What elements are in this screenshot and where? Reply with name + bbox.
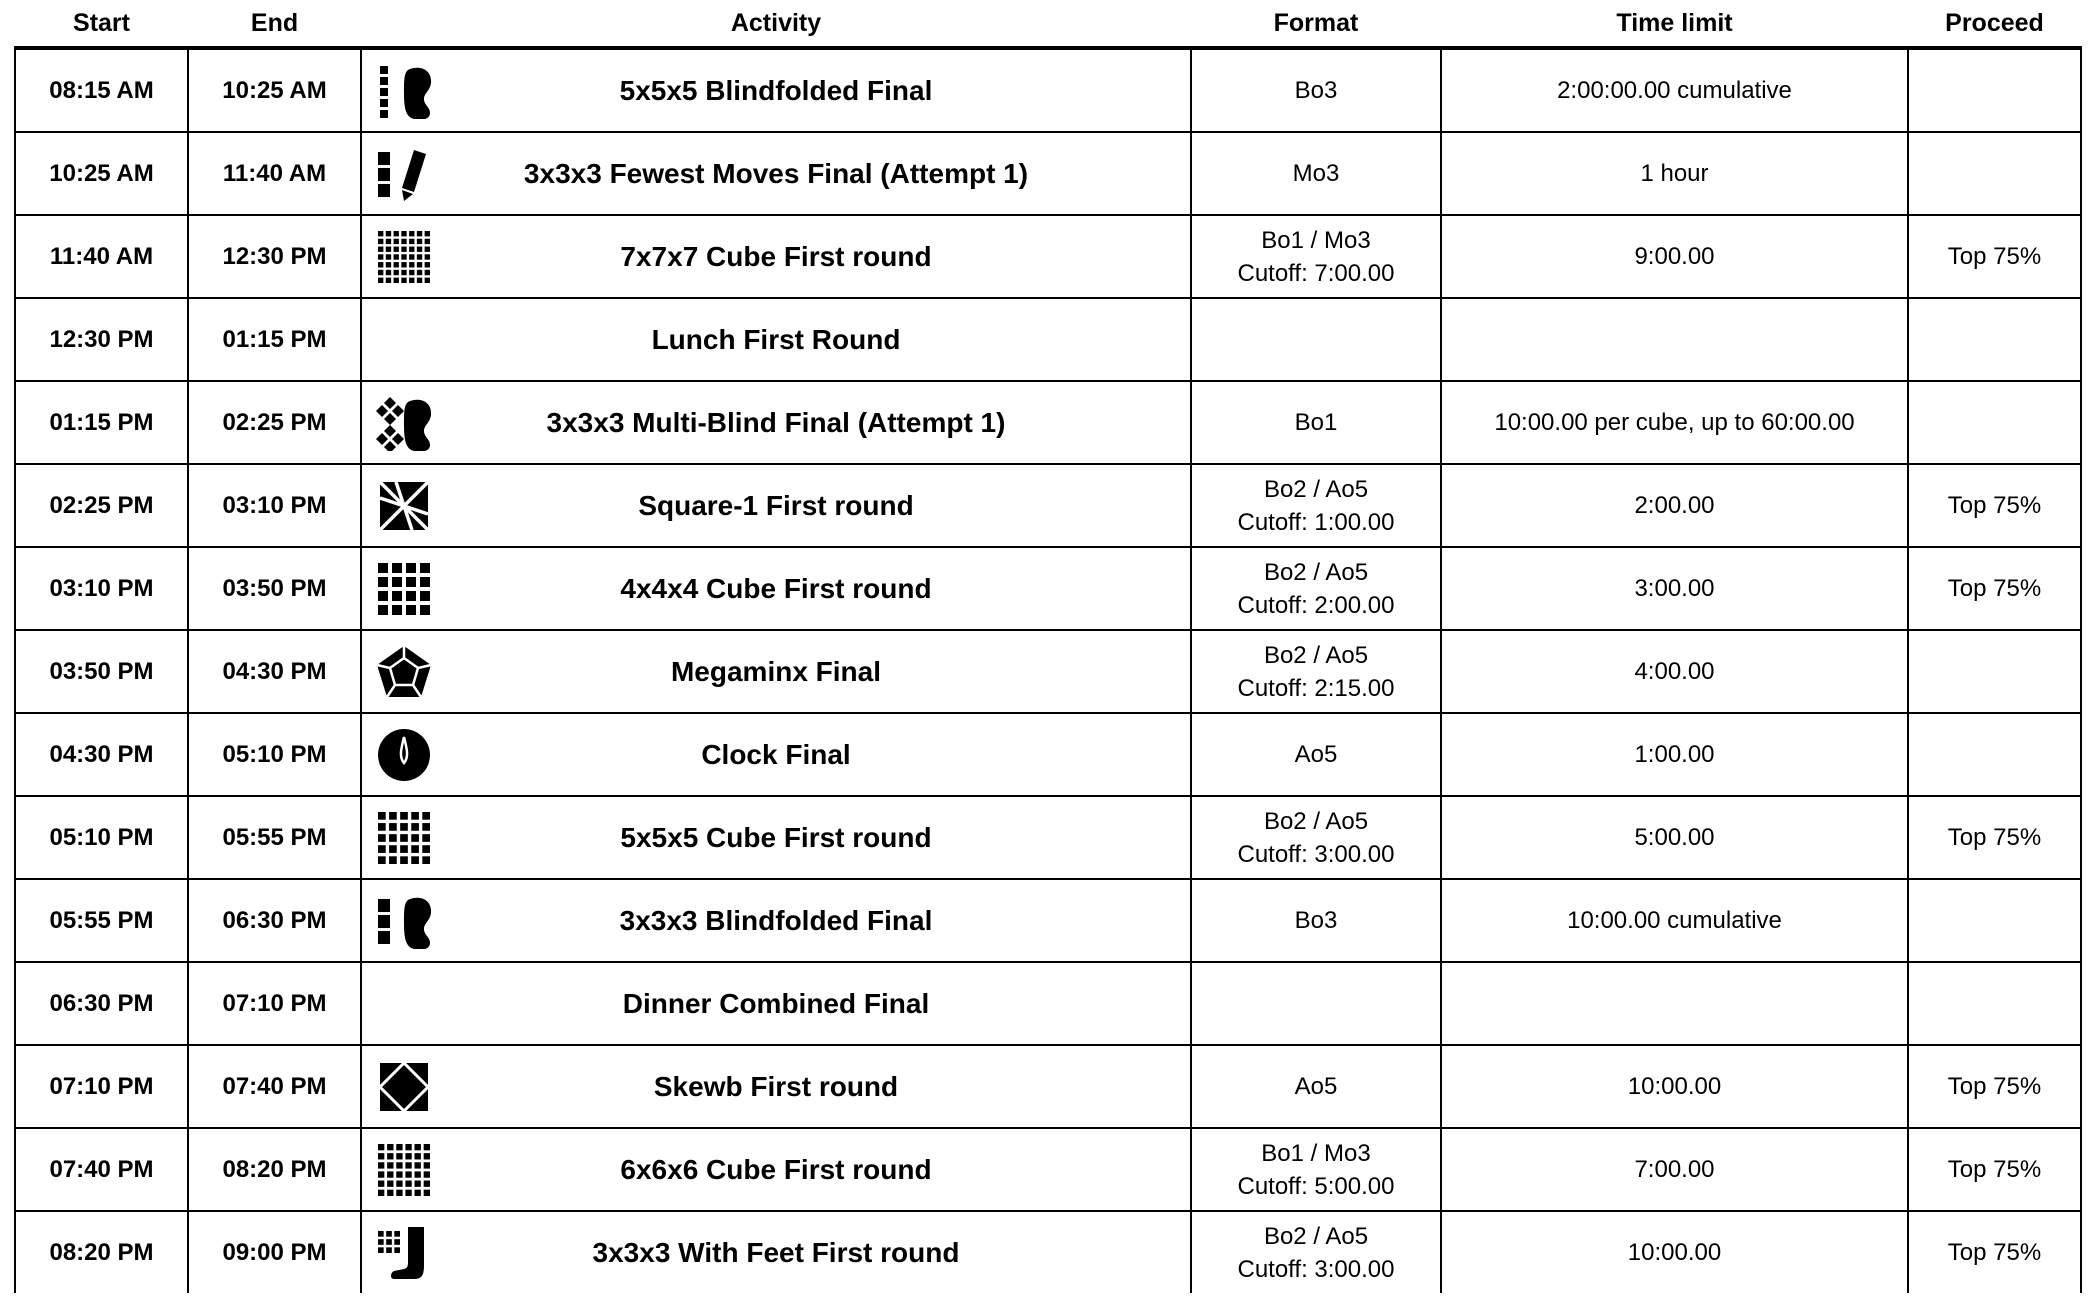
table-row [15,464,2081,547]
table-row [15,215,2081,298]
format-value: Bo2 / Ao5 [1263,558,1369,586]
time-limit-cell: 9:00.00 [1441,215,1908,298]
clock-icon [374,727,434,783]
activity-name: 5x5x5 Blindfolded Final [619,75,933,106]
activity-cell [361,713,1191,796]
time-limit-cell: 2:00:00.00 cumulative [1441,48,1908,132]
multi-blind-icon [374,395,434,451]
activity-name: Megaminx Final [670,656,882,687]
column-header-time-limit: Time limit [1441,0,1908,48]
proceed-cell [1908,630,2081,713]
proceed-cell: Top 75% [1908,1211,2081,1293]
activity-cell [361,962,1191,1045]
end-time: 01:15 PM [188,298,361,381]
column-header-format: Format [1191,0,1441,48]
table-row [15,630,2081,713]
5x5-cube-icon [374,810,434,866]
activity-name: 3x3x3 Blindfolded Final [619,905,933,936]
time-limit-cell [1441,962,1908,1045]
activity-cell [361,381,1191,464]
start-time: 06:30 PM [15,962,188,1045]
cutoff-value: Cutoff: 3:00.00 [1237,1255,1395,1283]
cutoff-value: Cutoff: 5:00.00 [1237,1172,1395,1200]
table-row [15,1211,2081,1293]
end-time: 11:40 AM [188,132,361,215]
schedule-table [14,0,2082,1293]
time-limit-cell: 1:00.00 [1441,713,1908,796]
time-limit-cell: 2:00.00 [1441,464,1908,547]
time-limit-cell: 7:00.00 [1441,1128,1908,1211]
table-body [15,48,2081,1293]
time-limit-cell: 4:00.00 [1441,630,1908,713]
format-cell [1191,1045,1441,1128]
proceed-cell [1908,298,2081,381]
end-time: 10:25 AM [188,48,361,132]
end-time: 07:40 PM [188,1045,361,1128]
6x6-cube-icon [374,1142,434,1198]
3x3-blindfolded-icon [374,893,434,949]
start-time: 03:50 PM [15,630,188,713]
format-cell [1191,381,1441,464]
activity-name: 3x3x3 Multi-Blind Final (Attempt 1) [546,407,1006,438]
activity-name: Skewb First round [653,1071,899,1102]
table-row [15,298,2081,381]
start-time: 01:15 PM [15,381,188,464]
end-time: 05:55 PM [188,796,361,879]
proceed-cell: Top 75% [1908,796,2081,879]
format-cell [1191,215,1441,298]
activity-cell [361,132,1191,215]
activity-cell [361,796,1191,879]
activity-name: 5x5x5 Cube First round [620,822,932,853]
end-time: 03:50 PM [188,547,361,630]
format-cell [1191,879,1441,962]
format-cell [1191,464,1441,547]
proceed-cell [1908,713,2081,796]
time-limit-cell [1441,298,1908,381]
table-row [15,547,2081,630]
with-feet-icon [374,1225,434,1281]
cutoff-value: Cutoff: 7:00.00 [1237,259,1395,287]
activity-cell [361,48,1191,132]
format-cell [1191,1211,1441,1293]
activity-name: 3x3x3 Fewest Moves Final (Attempt 1) [523,158,1029,189]
end-time: 07:10 PM [188,962,361,1045]
5x5-blindfolded-icon [374,63,434,119]
table-row [15,1128,2081,1211]
format-cell [1191,962,1441,1045]
column-header-activity: Activity [361,0,1191,48]
proceed-cell: Top 75% [1908,464,2081,547]
end-time: 02:25 PM [188,381,361,464]
activity-name: 6x6x6 Cube First round [620,1154,932,1185]
format-cell [1191,547,1441,630]
start-time: 10:25 AM [15,132,188,215]
cutoff-value: Cutoff: 1:00.00 [1237,508,1395,536]
proceed-cell: Top 75% [1908,1045,2081,1128]
cutoff-value: Cutoff: 2:00.00 [1237,591,1395,619]
format-cell [1191,298,1441,381]
end-time: 03:10 PM [188,464,361,547]
activity-cell [361,1128,1191,1211]
header-row [15,0,2081,48]
start-time: 05:55 PM [15,879,188,962]
start-time: 07:40 PM [15,1128,188,1211]
table-row [15,381,2081,464]
start-time: 12:30 PM [15,298,188,381]
time-limit-cell: 10:00.00 cumulative [1441,879,1908,962]
format-value: Bo1 [1294,409,1338,436]
proceed-cell: Top 75% [1908,547,2081,630]
column-header-start: Start [15,0,188,48]
proceed-cell [1908,879,2081,962]
start-time: 05:10 PM [15,796,188,879]
skewb-icon [374,1059,434,1115]
end-time: 06:30 PM [188,879,361,962]
activity-cell [361,547,1191,630]
time-limit-cell: 10:00.00 [1441,1045,1908,1128]
activity-name: 7x7x7 Cube First round [620,241,932,272]
table-row [15,132,2081,215]
column-header-proceed: Proceed [1908,0,2081,48]
end-time: 08:20 PM [188,1128,361,1211]
format-value: Bo2 / Ao5 [1263,475,1369,503]
time-limit-cell: 3:00.00 [1441,547,1908,630]
table-header [15,0,2081,48]
proceed-cell [1908,962,2081,1045]
proceed-cell [1908,381,2081,464]
proceed-cell [1908,48,2081,132]
activity-name: Clock Final [701,739,851,770]
activity-name: 3x3x3 With Feet First round [592,1237,960,1268]
start-time: 02:25 PM [15,464,188,547]
activity-cell [361,879,1191,962]
7x7-cube-icon [374,229,434,285]
time-limit-cell: 10:00.00 [1441,1211,1908,1293]
table-row [15,1045,2081,1128]
format-value: Bo1 / Mo3 [1261,226,1371,254]
start-time: 04:30 PM [15,713,188,796]
activity-name: Lunch First Round [651,324,901,355]
end-time: 04:30 PM [188,630,361,713]
activity-cell [361,1211,1191,1293]
format-value: Ao5 [1294,1073,1338,1100]
start-time: 08:20 PM [15,1211,188,1293]
table-row [15,48,2081,132]
format-value: Bo3 [1294,77,1338,104]
format-value: Ao5 [1294,741,1338,768]
proceed-cell: Top 75% [1908,1128,2081,1211]
activity-cell [361,1045,1191,1128]
square-1-icon [374,478,434,534]
cutoff-value: Cutoff: 3:00.00 [1237,840,1395,868]
activity-name: 4x4x4 Cube First round [620,573,932,604]
time-limit-cell: 1 hour [1441,132,1908,215]
proceed-cell: Top 75% [1908,215,2081,298]
table-row [15,713,2081,796]
format-cell [1191,713,1441,796]
activity-cell [361,215,1191,298]
start-time: 11:40 AM [15,215,188,298]
activity-cell [361,464,1191,547]
4x4-cube-icon [374,561,434,617]
cutoff-value: Cutoff: 2:15.00 [1237,674,1395,702]
format-value: Mo3 [1292,160,1340,187]
activity-name: Square-1 First round [638,490,914,521]
format-cell [1191,132,1441,215]
activity-name: Dinner Combined Final [622,988,930,1019]
megaminx-icon [374,644,434,700]
format-value: Bo2 / Ao5 [1263,1222,1369,1250]
start-time: 07:10 PM [15,1045,188,1128]
format-value: Bo3 [1294,907,1338,934]
table-row [15,796,2081,879]
column-header-end: End [188,0,361,48]
end-time: 12:30 PM [188,215,361,298]
format-cell [1191,48,1441,132]
fewest-moves-icon [374,146,434,202]
start-time: 03:10 PM [15,547,188,630]
format-value: Bo2 / Ao5 [1263,807,1369,835]
time-limit-cell: 10:00.00 per cube, up to 60:00.00 [1441,381,1908,464]
time-limit-cell: 5:00.00 [1441,796,1908,879]
proceed-cell [1908,132,2081,215]
table-row [15,962,2081,1045]
table-row [15,879,2081,962]
format-value: Bo1 / Mo3 [1261,1139,1371,1167]
format-cell [1191,796,1441,879]
end-time: 09:00 PM [188,1211,361,1293]
activity-cell [361,630,1191,713]
end-time: 05:10 PM [188,713,361,796]
start-time: 08:15 AM [15,48,188,132]
format-cell [1191,630,1441,713]
activity-cell [361,298,1191,381]
format-value: Bo2 / Ao5 [1263,641,1369,669]
format-cell [1191,1128,1441,1211]
